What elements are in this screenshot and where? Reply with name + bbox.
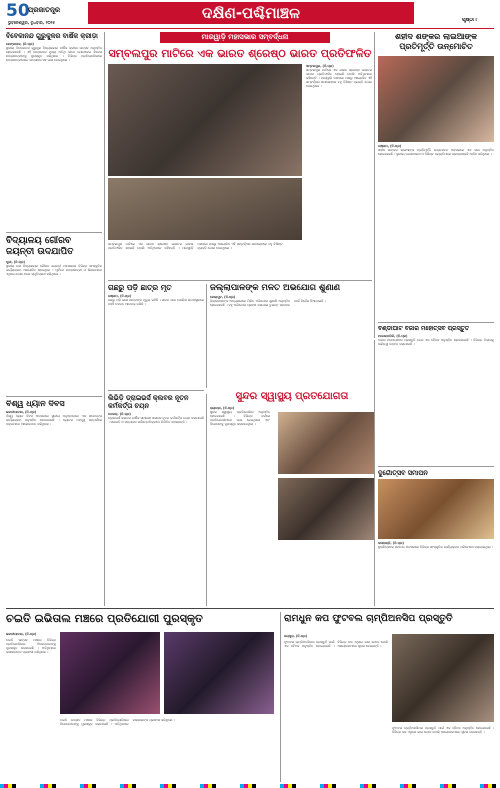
- article-body-lower: ଫୁଟବଲ ଚାମ୍ପିଅନସିପର ପ୍ରସ୍ତୁତି ପାଇଁ ଏକ ବୈଠକ ଅନୁଷ୍ଠିତ ହୋଇଯାଇଛି । ବିଭିନ୍ନ ଦଳ ଏଥିରେ ଭାଗ ନେବେ ବୋଲି ଆୟୋଜକମାନେ ସୂଚନା ଦେଇଛନ୍ତି ।: [392, 726, 494, 735]
- health-photo-1: [278, 412, 374, 474]
- logo-number: 50: [6, 3, 30, 20]
- dateline: ଢେଙ୍କାନାଳ, (ନି.ପ୍ର): [6, 42, 34, 46]
- lead-photo-bottom: [108, 178, 302, 240]
- article-body: ବଜାର ମହୋତ୍ସବର ପ୍ରସ୍ତୁତି ନେଇ ଏକ ବୈଠକ ଅନୁଷ୍ଠିତ ହୋଇଯାଇଛି । ବିଭିନ୍ନ ବିଭାଗକୁ ଦାୟିତ୍ୱ ବଣ୍ଟନ କରାଯାଇଛି ।: [378, 338, 494, 347]
- article-body: ସମ୍ବଲପୁର ମାଟିରେ ଏକ ଭାରତ ଶ୍ରେଷ୍ଠ ଭାରତର ଭାବନା ପ୍ରତିଫଳିତ ହୋଇଛି ବୋଲି ଅତିଥିମାନେ କହିଛନ୍ତି । ମାରୱାଡ଼ି ମହାସଭା ପକ୍ଷରୁ ଆୟୋଜିତ ଏହି ସମ୍ବର୍ଦ୍ଧନା ସମାରୋହରେ ବହୁ ବିଶିଷ୍ଟ ବ୍ୟକ୍ତି ଯୋଗ ଦେଇଥିଲେ ।: [108, 242, 283, 251]
- dateline: ଭବାନୀପାଟଣା, (ନି.ପ୍ର): [6, 410, 37, 414]
- article-body: ସ୍ଥାନୀୟ ଉଚ୍ଚ ବିଦ୍ୟାଳୟର ଗୌରବ ଜୟନ୍ତୀ ଅବସରରେ ବିଭିନ୍ନ ସାଂସ୍କୃତିକ କାର୍ଯ୍ୟକ୍ରମ ଆୟୋଜିତ ହୋଇଥିଲା । ପୂର୍ବତନ ଛାତ୍ରଛାତ୍ରୀ ଓ ଶିକ୍ଷକମାନେ ଏଥିରେ ଯୋଗ ଦେଇ ସ୍ମୃତିଚାରଣ କରିଥିଲେ ।: [6, 264, 102, 277]
- article-grievance: [210, 284, 374, 388]
- article-market: [378, 326, 494, 464]
- headline: ଲିଭିଡ଼ି ଡ୍ରାଇଭର୍ସ କ୍ଲବର ନୂତନ କର୍ମକର୍ତ୍ତା ଚୟନ: [108, 394, 189, 410]
- article-right-top: [378, 32, 494, 322]
- article-body: ବିଶ୍ୱ ଧ୍ୟାନ ଦିବସ ଅବସରରେ ସ୍ଥାନୀୟ ଅନୁଷ୍ଠାନରେ ଏକ ସଚେତନତା କାର୍ଯ୍ୟକ୍ରମ ଅନୁଷ୍ଠିତ ହୋଇଯାଇଛି । ଧ୍ୟାନର ମହତ୍ତ୍ୱ ସମ୍ପର୍କରେ ବକ୍ତାମାନେ ଆଲୋକପାତ କରିଥିଲେ ।: [6, 414, 102, 427]
- lead-kicker-box: [160, 32, 330, 43]
- headline: ଜିଲ୍ଲାପାଳଙ୍କ ମିଳିତ ଅଭିଯୋଗ ଶୁଣାଣି: [210, 284, 341, 293]
- article-body: ଦୁର୍ଗୋତ୍ସବର ସମାପନ ଅବସରରେ ବିଭିନ୍ନ ସାଂସ୍କୃତିକ କାର୍ଯ୍ୟକ୍ରମ ପରିବେଷଣ କରାଯାଇଥିଲା ।: [378, 544, 494, 549]
- page-label: ପୃଷ୍ଠା ୮: [462, 18, 479, 23]
- durgotsav-photo: [378, 479, 494, 539]
- article-left-top: [6, 32, 102, 232]
- lead-headline: ସମ୍ବଲପୁର ମାଟିରେ ଏକ ଭାରତ ଶ୍ରେଷ୍ଠ ଭାରତ ପ୍ରତିଫଳିତ: [108, 47, 372, 60]
- headline: ଶହୀଦ ଶଙ୍କର ଲାଇଆଙ୍କ ପ୍ରତିମୂର୍ତ୍ତି ଉନ୍ମୋଚିତ: [394, 32, 478, 51]
- section-title: ଦକ୍ଷିଣ-ପଶ୍ଚିମାଞ୍ଚଳ: [202, 4, 300, 22]
- dateline: ମାଲକାନଗିରି, (ନି.ପ୍ର): [378, 334, 408, 338]
- article-left-third: [6, 400, 102, 604]
- headline: ବିବେକାନନ୍ଦ ଗୁରୁକୁଳର ବାର୍ଷିକ କ୍ରୀଡ଼ା: [6, 32, 98, 40]
- registration-marks: [0, 784, 500, 788]
- dateline: ଭୁବନେଶ୍ୱର, ବୁଧବାର, ୨୦୨୫: [8, 21, 55, 25]
- article-durgotsav: [378, 470, 494, 606]
- headline: ବଣ୍ଡାଘାଟ ବଜାର ମହୋତ୍ସବ ପ୍ରସ୍ତୁତି: [378, 326, 470, 332]
- headline: ଗଛରୁ ପଡ଼ି ଛାତ୍ର ମୃତ: [108, 284, 172, 292]
- article-body: ସ୍ଥାନୀୟ ବିବେକାନନ୍ଦ ଗୁରୁକୁଳ ବିଦ୍ୟାଳୟର ବାର୍ଷିକ କ୍ରୀଡ଼ା ଉତ୍ସବ ଅନୁଷ୍ଠିତ ହୋଇଯାଇଛି । ଏହି ଉତ୍ସବରେ ମୁଖ୍ୟ ଅତିଥି ଭାବେ ଯୋଗଦେଇ ବିଜେତା ଛାତ୍ରଛାତ୍ରୀଙ୍କୁ ପୁରସ୍କୃତ କରିଥିଲେ । ବିଭିନ୍ନ ପ୍ରତିଯୋଗିତାରେ ଛାତ୍ରଛାତ୍ରୀମାନେ ଉତ୍ସାହର ସହ ଭାଗ ନେଇଥିଲେ ।: [6, 46, 102, 63]
- article-body: ଡ୍ରାଇଭର୍ସ କ୍ଲବର ବାର୍ଷିକ ସାଧାରଣ ସଭାରେ ନୂତନ କର୍ମକର୍ତ୍ତା ଚୟନ କରାଯାଇଛି । ସଭାପତି ଓ ସମ୍ପାଦକ ସର୍ବସମ୍ମତିକ୍ରମେ ନିର୍ବାଚିତ ହୋଇଛନ୍ତି ।: [108, 416, 204, 425]
- headline: ଚଇତି ଇଭିତାଲ ମଞ୍ଚରେ ପ୍ରତିଯୋଗୀ ପୁରସ୍କୃତ: [6, 612, 203, 625]
- lead-headline-box: [108, 45, 372, 63]
- dateline: ପୁରୀ, (ନି.ପ୍ର): [6, 260, 25, 264]
- headline: ରାମଧୁନ କପ ଫୁଟବଲ ଚାମ୍ପିଅନସିପ ପ୍ରସ୍ତୁତି: [284, 613, 453, 624]
- article-left-second: [6, 236, 102, 396]
- article-trees: [108, 284, 204, 386]
- masthead: [0, 0, 500, 28]
- bottom-left-photo-1: [60, 632, 160, 714]
- dateline: ଗଞ୍ଜାମ, (ନି.ପ୍ର): [108, 293, 132, 298]
- article-bottom-left: [6, 612, 276, 782]
- article-body: ଶହୀଦ ଶଙ୍କର ଲାଇଆଙ୍କ ପ୍ରତିମୂର୍ତ୍ତି ଉନ୍ମୋଚନ ଅବସରରେ ଏକ ସଭା ଅନୁଷ୍ଠିତ ହୋଇଯାଇଛି । ସ୍ଥାନୀୟ ଜନସାଧାରଣ ଓ ବିଶିଷ୍ଟ ବ୍ୟକ୍ତିମାନେ ଶ୍ରଦ୍ଧାଞ୍ଜଳି ଅର୍ପଣ କରିଥିଲେ ।: [378, 148, 494, 157]
- kicker: ମାରୱାଡ଼ି ମହାସଭାର ସମ୍ବର୍ଦ୍ଧନା: [201, 33, 289, 41]
- bottom-left-photo-2: [164, 632, 274, 714]
- article-body-lower: ଚଇତି ଉତ୍ସବ ମଞ୍ଚରେ ବିଭିନ୍ନ ପ୍ରତିଯୋଗିତାର ବିଜେତାମାନଙ୍କୁ ପୁରସ୍କୃତ କରାଯାଇଛି । ଅତିଥିମାନେ କଳାକାରଙ୍କ ପ୍ରଶଂସା କରିଥିଲେ ।: [60, 718, 176, 727]
- lead-photo-top: [108, 64, 302, 176]
- section-banner: [88, 2, 414, 24]
- article-club: [108, 394, 204, 604]
- dateline: ସମ୍ବଲପୁର, (ନି.ପ୍ର): [306, 64, 334, 68]
- headline: ବିଶ୍ୱ ଧ୍ୟାନ ଦିବସ: [6, 400, 65, 408]
- article-bottom-right: [284, 612, 494, 782]
- headline: ଦୁର୍ଗୋତ୍ସବ ସମାପନ: [378, 470, 428, 477]
- right-top-photo: [378, 56, 494, 142]
- dateline: ଭବାନୀପାଟଣା, (ନି.ପ୍ର): [6, 632, 37, 636]
- article-body: ସମ୍ବଲପୁର ମାଟିରେ ଏକ ଭାରତ ଶ୍ରେଷ୍ଠ ଭାରତର ଭାବନା ପ୍ରତିଫଳିତ ହୋଇଛି ବୋଲି ଅତିଥିମାନେ କହିଛନ୍ତି । ମାରୱାଡ଼ି ମହାସଭା ପକ୍ଷରୁ ଆୟୋଜିତ ଏହି ସମ୍ବର୍ଦ୍ଧନା ସମାରୋହରେ ବହୁ ବିଶିଷ୍ଟ ବ୍ୟକ୍ତି ଯୋଗ ଦେଇଥିଲେ ।: [306, 68, 372, 89]
- headline: ସୁନ୍ଦର ସ୍ୱାସ୍ଥ୍ୟ ପ୍ରତିଯୋଗିତା: [235, 392, 349, 402]
- dateline: ଜୟପୁର, (ନି.ପ୍ର): [284, 634, 308, 638]
- bottom-right-photo: [392, 634, 494, 722]
- dateline: ରାୟଗଡ଼ା, (ନି.ପ୍ର): [210, 406, 235, 410]
- article-body: ଚଇତି ଉତ୍ସବ ମଞ୍ଚରେ ବିଭିନ୍ନ ପ୍ରତିଯୋଗିତାର ବିଜେତାମାନଙ୍କୁ ପୁରସ୍କୃତ କରାଯାଇଛି । ଅତିଥିମାନେ କଳାକାରଙ୍କ ପ୍ରଶଂସା କରିଥିଲେ ।: [6, 638, 56, 655]
- brand-name: ପ୍ରଜାତନ୍ତ୍ର: [28, 7, 61, 14]
- lead-body-bottom: [108, 242, 372, 278]
- dateline: ଗଞ୍ଜାମ, (ନି.ପ୍ର): [378, 144, 402, 148]
- article-body: ସୁନ୍ଦର ସ୍ୱାସ୍ଥ୍ୟ ପ୍ରତିଯୋଗିତା ଅନୁଷ୍ଠିତ ହୋଇଯାଇଛି । ବିଭିନ୍ନ ବର୍ଗରେ ପ୍ରତିଯୋଗୀମାନେ ଭାଗ ନେଇଥିଲେ ଏବଂ ବିଜେତାଙ୍କୁ ପୁରସ୍କୃତ କରାଯାଇଥିଲା ।: [210, 410, 270, 427]
- dateline: କୋରାପୁଟ, (ନି.ପ୍ର): [210, 294, 236, 299]
- health-photo-2: [278, 478, 374, 540]
- article-body: ଫୁଟବଲ ଚାମ୍ପିଅନସିପର ପ୍ରସ୍ତୁତି ପାଇଁ ଏକ ବୈଠକ ଅନୁଷ୍ଠିତ ହୋଇଯାଇଛି । ବିଭିନ୍ନ ଦଳ ଏଥିରେ ଭାଗ ନେବେ ବୋଲି ଆୟୋଜକମାନେ ସୂଚନା ଦେଇଛନ୍ତି ।: [284, 640, 388, 649]
- headline: ବିଦ୍ୟାଳୟ ଗୌରବ ଜୟନ୍ତୀ ଉଦଯାପିତ: [6, 236, 74, 257]
- dateline: କଳାହାଣ୍ଡି, (ନି.ପ୍ର): [378, 540, 404, 545]
- article-body: ଜିଲ୍ଲାପାଳଙ୍କ ଅଧ୍ୟକ୍ଷତାରେ ମିଳିତ ଅଭିଯୋଗ ଶୁଣାଣି ଅନୁଷ୍ଠିତ ହୋଇଯାଇଛି । ବହୁ ଅଭିଯୋଗ ଗ୍ରହଣ କରାଯାଇ ତୁରନ୍ତ ସମାଧାନ ପାଇଁ ନିର୍ଦ୍ଦେଶ ଦିଆଯାଇଛି ।: [210, 298, 326, 307]
- article-body: ଗଛରୁ ପଡ଼ି ଜଣେ ଛାତ୍ରଙ୍କ ମୃତ୍ୟୁ ଘଟିଛି । ଖବର ପାଇ ପୋଲିସ ଘଟଣାସ୍ଥଳରେ ପହଞ୍ଚି ତଦନ୍ତ ଆରମ୍ଭ କରିଛି ।: [108, 297, 204, 306]
- dateline: ବରଗଡ଼, (ନି.ପ୍ର): [108, 412, 131, 416]
- lead-body: [306, 64, 372, 240]
